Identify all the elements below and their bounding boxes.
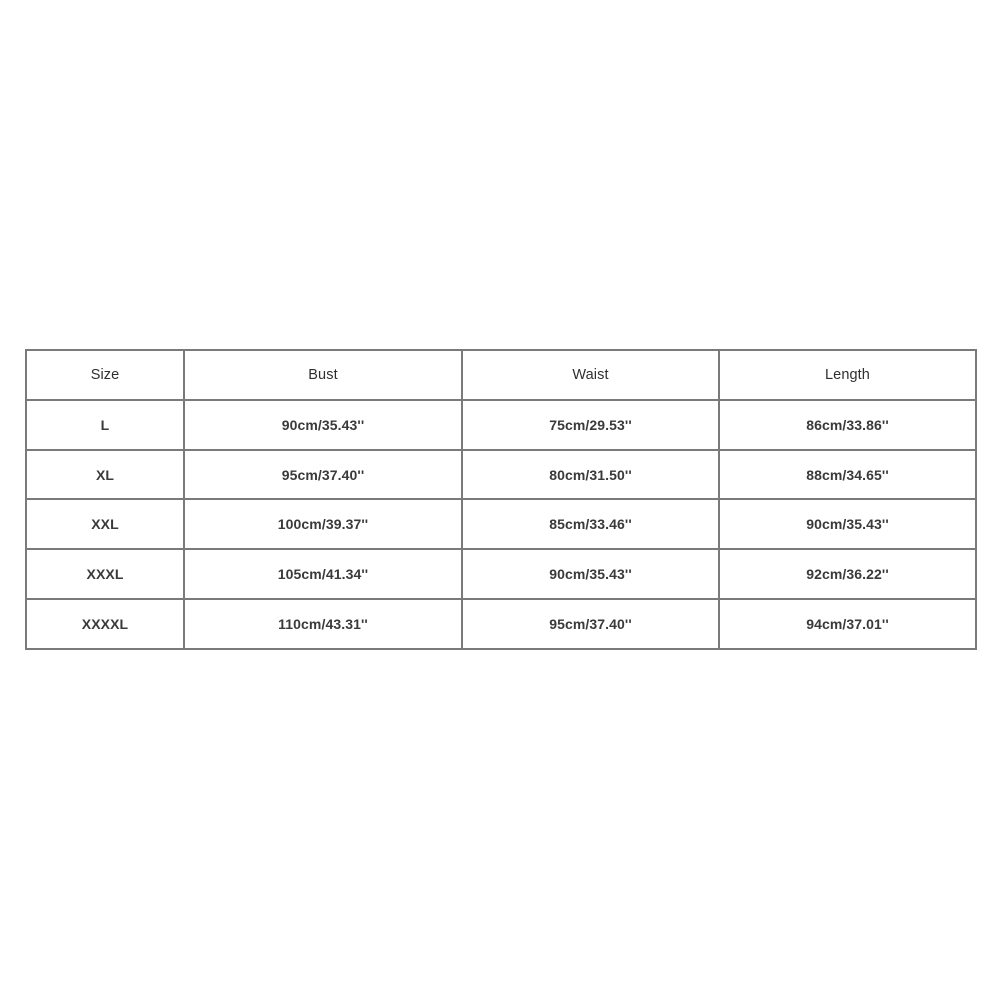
size-cell: XL bbox=[26, 450, 184, 500]
bust-cell: 90cm/35.43'' bbox=[184, 400, 462, 450]
waist-cell: 85cm/33.46'' bbox=[462, 499, 719, 549]
size-cell: XXXL bbox=[26, 549, 184, 599]
length-cell: 86cm/33.86'' bbox=[719, 400, 976, 450]
length-cell: 92cm/36.22'' bbox=[719, 549, 976, 599]
header-length: Length bbox=[719, 350, 976, 400]
table-row bbox=[26, 450, 976, 500]
size-cell: XXL bbox=[26, 499, 184, 549]
table-row bbox=[26, 400, 976, 450]
header-bust: Bust bbox=[184, 350, 462, 400]
table-header-row bbox=[26, 350, 976, 400]
length-cell: 90cm/35.43'' bbox=[719, 499, 976, 549]
size-cell: L bbox=[26, 400, 184, 450]
waist-cell: 95cm/37.40'' bbox=[462, 599, 719, 649]
waist-cell: 75cm/29.53'' bbox=[462, 400, 719, 450]
header-waist: Waist bbox=[462, 350, 719, 400]
table-row bbox=[26, 499, 976, 549]
length-cell: 88cm/34.65'' bbox=[719, 450, 976, 500]
table-row bbox=[26, 549, 976, 599]
size-chart-table bbox=[25, 349, 977, 650]
size-cell: XXXXL bbox=[26, 599, 184, 649]
bust-cell: 110cm/43.31'' bbox=[184, 599, 462, 649]
waist-cell: 80cm/31.50'' bbox=[462, 450, 719, 500]
bust-cell: 95cm/37.40'' bbox=[184, 450, 462, 500]
header-size: Size bbox=[26, 350, 184, 400]
length-cell: 94cm/37.01'' bbox=[719, 599, 976, 649]
bust-cell: 100cm/39.37'' bbox=[184, 499, 462, 549]
bust-cell: 105cm/41.34'' bbox=[184, 549, 462, 599]
table-row bbox=[26, 599, 976, 649]
waist-cell: 90cm/35.43'' bbox=[462, 549, 719, 599]
